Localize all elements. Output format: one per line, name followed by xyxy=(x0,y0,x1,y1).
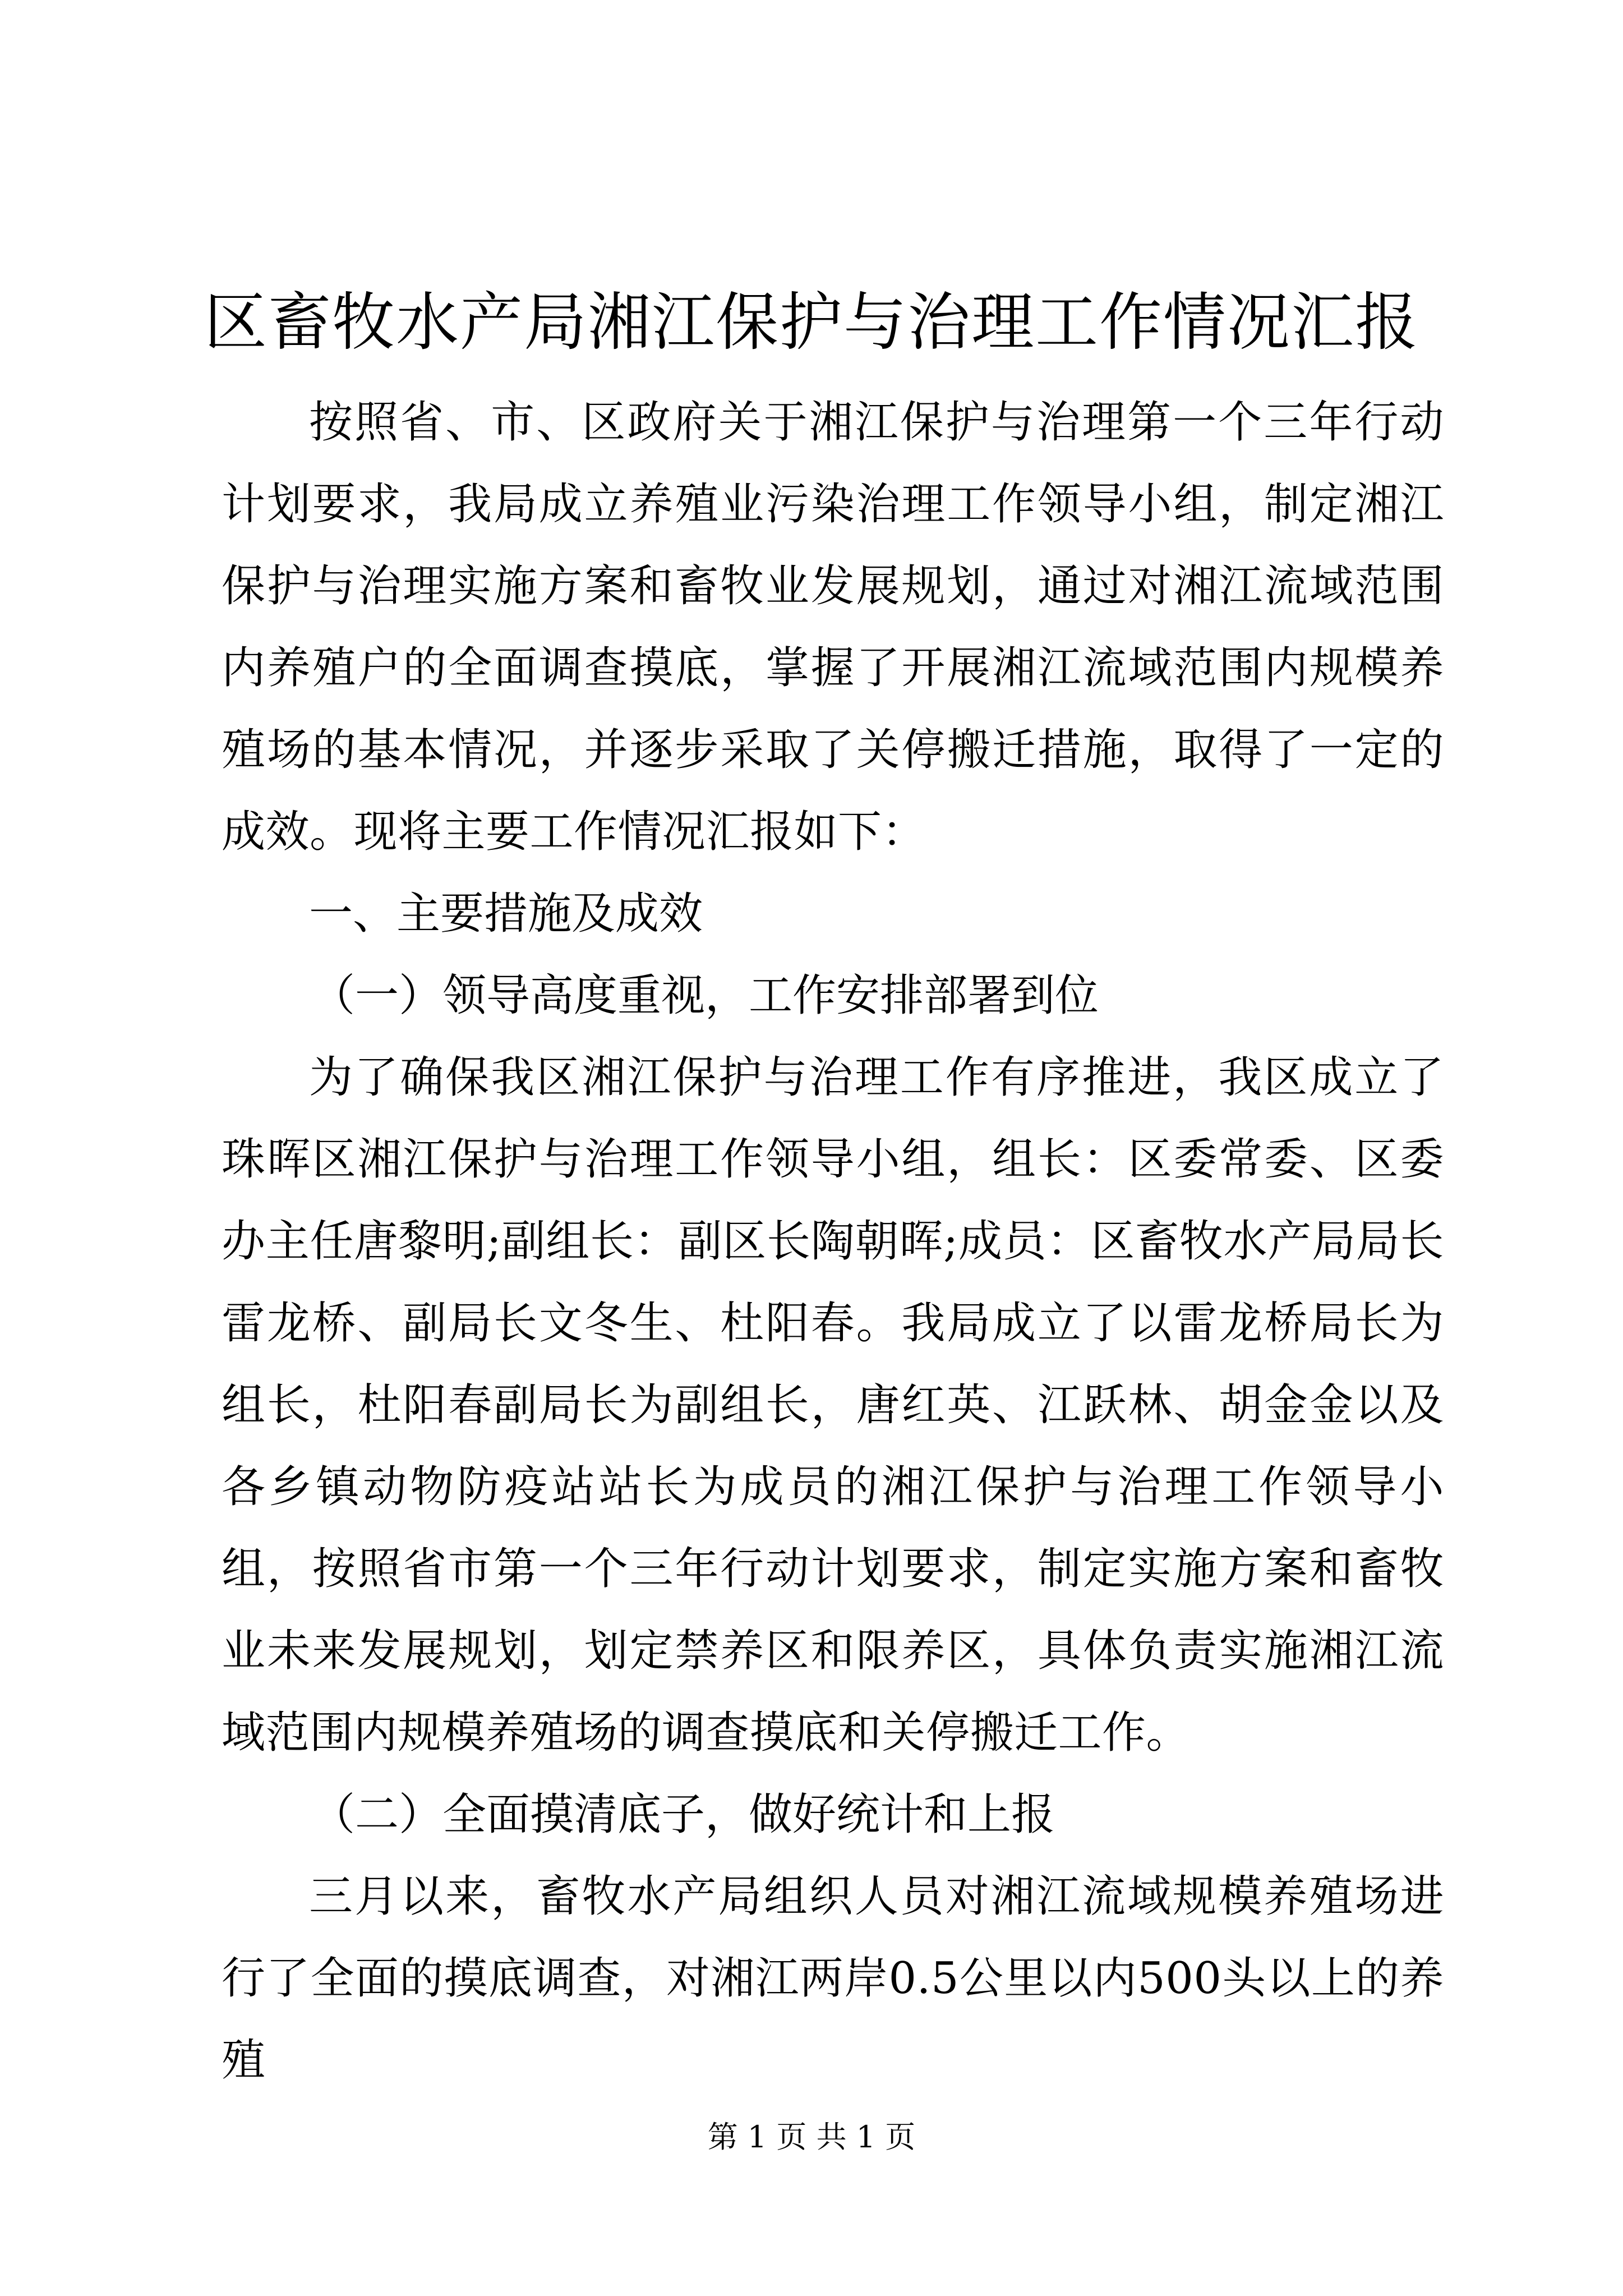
section-heading-1: 一、主要措施及成效 xyxy=(309,889,703,939)
page-footer: 第 1 页 共 1 页 xyxy=(707,2119,916,2155)
subsection-heading-2: （二）全面摸清底子，做好统计和上报 xyxy=(311,1789,1055,1840)
page-title: 区畜牧水产局湘江保护与治理工作情况汇报 xyxy=(204,286,1419,359)
subsection-body-1: 为了确保我区湘江保护与治理工作有序推进，我区成立了珠晖区湘江保护与治理工作领导小组，组长：区委常委、区委办主任唐黎明;副组长：副区长陶朝晖;成员：区畜牧水产局局长雷龙桥、副局长文冬生、杜阳春。我局成立了以雷龙桥局长为组长，杜阳春副局长为副组长，唐红英、江跃林、胡金金以及各乡镇动物防疫站站长为成员的湘江保护与治理工作领导小组，按照省市第一个三年行动计划要求，制定实施方案和畜牧业未来发展规划，划定禁养区和限养区，具体负责实施湘江流域范围内规模养殖场的调查摸底和关停搬迁工作。 xyxy=(222,1052,1444,1758)
document-body xyxy=(222,381,1444,2101)
intro-paragraph: 按照省、市、区政府关于湘江保护与治理第一个三年行动计划要求，我局成立养殖业污染治理工作领导小组，制定湘江保护与治理实施方案和畜牧业发展规划，通过对湘江流域范围内养殖户的全面调查摸底，掌握了开展湘江流域范围内规模养殖场的基本情况，并逐步采取了关停搬迁措施，取得了一定的成效。现将主要工作情况汇报如下： xyxy=(222,397,1444,857)
subsection-body-2: 三月以来，畜牧水产局组织人员对湘江流域规模养殖场进行了全面的摸底调查，对湘江两岸0.5公里以内500头以上的养殖 xyxy=(222,1871,1444,2086)
subsection-heading-1: （一）领导高度重视，工作安排部署到位 xyxy=(311,970,1099,1021)
